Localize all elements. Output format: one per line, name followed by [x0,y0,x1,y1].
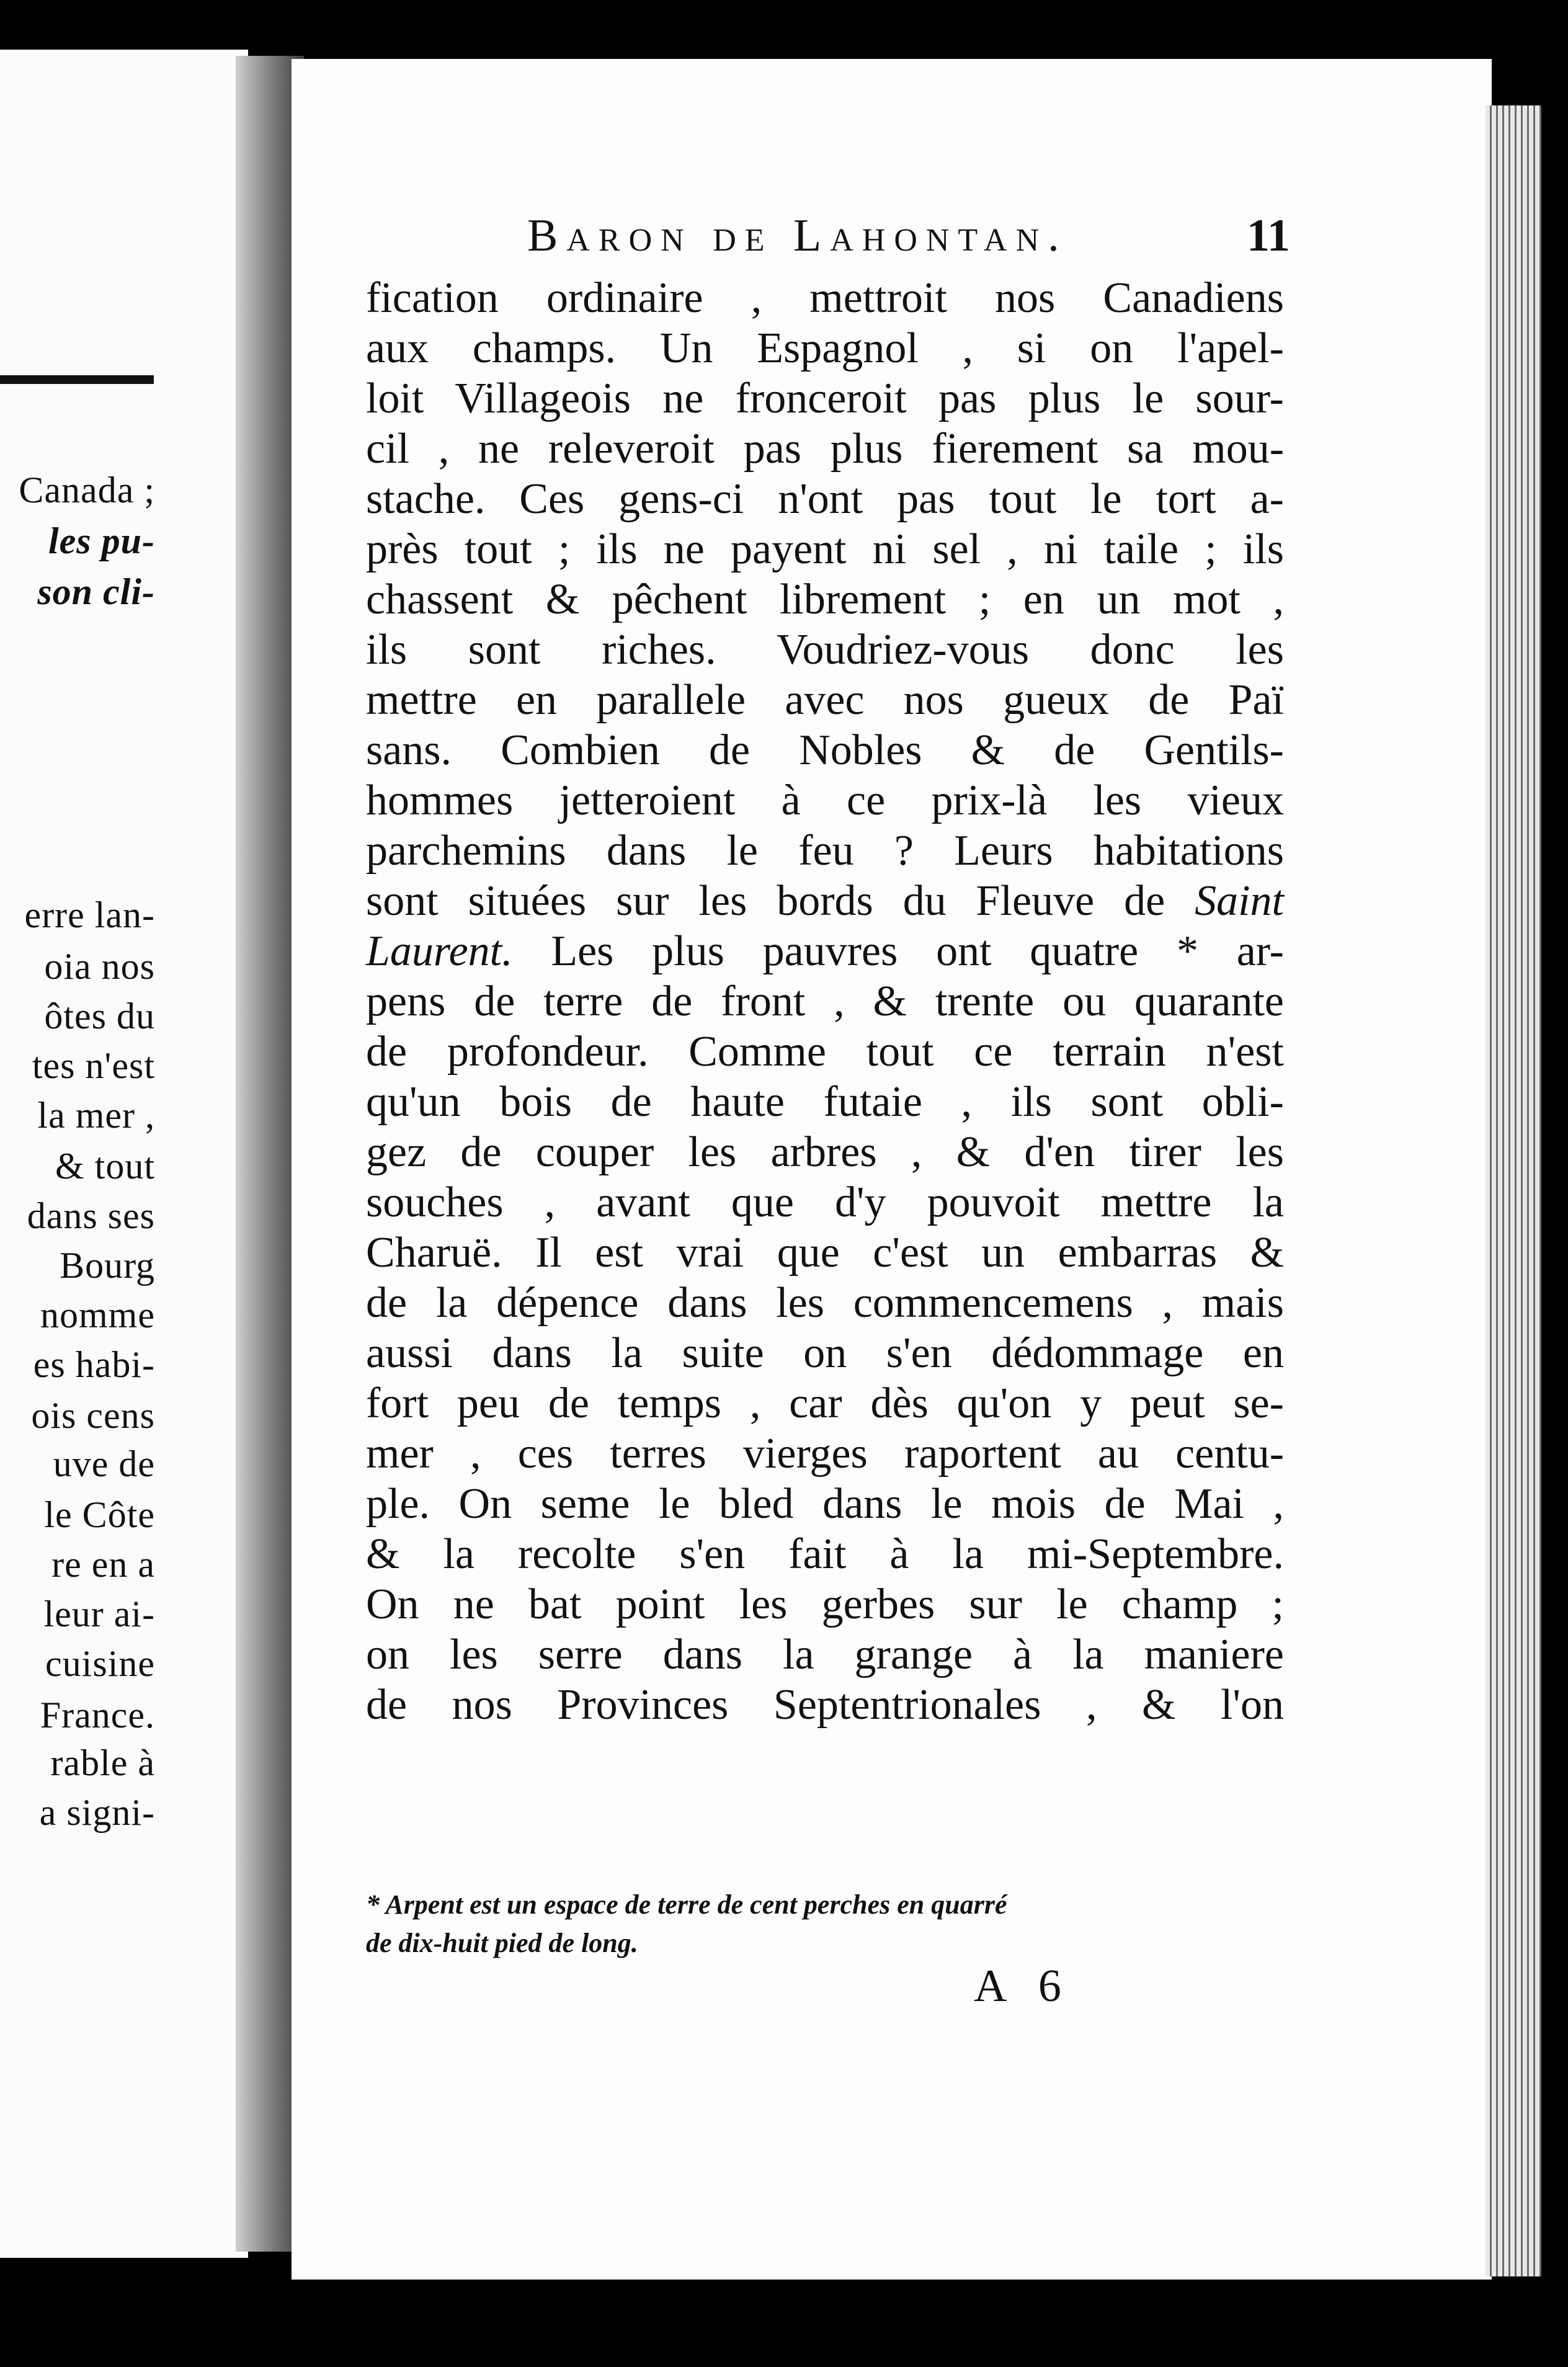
text-line: cil , ne releveroit pas plus fierement sa mou- [366,425,1284,473]
text-line: sans. Combien de Nobles & de Gentils- [366,726,1284,774]
text-line: mer , ces terres vierges raportent au centu- [366,1430,1284,1478]
text-line: Charuë. Il est vrai que c'est un embarras & [366,1229,1284,1277]
text-line: on les serre dans la grange à la maniere [366,1631,1284,1678]
text-line: On ne bat point les gerbes sur le champ ; [366,1580,1284,1628]
left-page-fragment: oia nos [44,946,155,987]
text-line-saint [366,876,1284,926]
left-page-fragment: nomme [40,1295,155,1335]
text-line: mettre en parallele avec nos gueux de Paï [366,676,1284,724]
text-line: parchemins dans le feu ? Leurs habitations [366,827,1284,875]
text-line-laurent [366,926,1284,976]
text-line-laurent-rest: Les plus pauvres ont quatre * ar- [512,927,1284,975]
text-line: hommes jetteroient à ce prix-là les vieux [366,777,1284,824]
facing-left-page [0,50,248,2258]
left-page-fragment: uve de [53,1443,155,1484]
text-line: souches , avant que d'y pouvoit mettre la [366,1179,1284,1226]
footnote-line: * Arpent est un espace de terre de cent perches en quarré [366,1889,1007,1920]
left-page-fragment: dans ses [27,1195,155,1236]
italic-laurent: Laurent. [366,927,513,975]
left-page-fragment: Canada ; [19,470,155,510]
left-page-fragment: le Côte [44,1494,155,1535]
left-page-fragment: rable à [50,1742,155,1783]
text-line-saint-lead: sont situées sur les bords du Fleuve de [366,877,1195,925]
text-line: ple. On seme le bled dans le mois de Mai , [366,1480,1284,1528]
left-page-fragment: re en a [51,1544,155,1585]
left-page-fragment: France. [40,1695,155,1736]
text-line: loit Villageois ne fronceroit pas plus le sour- [366,375,1284,422]
text-line: de nos Provinces Septentrionales , & l'on [366,1681,1284,1729]
text-line: pens de terre de front , & trente ou quarante [366,978,1284,1025]
page-number: 11 [1247,210,1290,261]
left-page-fragment: les pu- [48,520,155,561]
text-line: aussi dans la suite on s'en dédommage en [366,1329,1284,1377]
left-page-fragment: son cli- [37,571,155,612]
left-page-fragment: ois cens [31,1395,155,1436]
left-page-fragment: ôtes du [44,996,155,1036]
text-line: stache. Ces gens-ci n'ont pas tout le tort a- [366,475,1284,523]
text-line: gez de couper les arbres , & d'en tirer les [366,1128,1284,1176]
running-head [0,205,1568,267]
text-line: qu'un bois de haute futaie , ils sont obli- [366,1078,1284,1126]
text-line: fort peu de temps , car dès qu'on y peut se- [366,1380,1284,1427]
text-line: aux champs. Un Espagnol , si on l'apel- [366,324,1284,372]
left-page-fragment: es habi- [33,1344,155,1385]
left-page-fragment: a signi- [39,1792,155,1833]
text-line: de profondeur. Comme tout ce terrain n'est [366,1028,1284,1076]
left-page-fragment: & tout [55,1146,155,1187]
left-page-fragment: la mer , [37,1095,155,1136]
footnote [366,1886,1272,1963]
footnote-line: de dix-huit pied de long. [366,1928,638,1958]
section-rule [0,375,154,384]
signature-mark: A 6 [974,1961,1072,2012]
italic-saint: Saint [1195,877,1284,925]
page-block-edge [1486,105,1541,2276]
body-text [366,273,1284,1730]
text-line: & la recolte s'en fait à la mi-Septembre. [366,1530,1284,1578]
left-page-fragment: tes n'est [32,1045,155,1086]
running-head-title: Baron de Lahontan. [527,210,1068,261]
text-line: ils sont riches. Voudriez-vous donc les [366,626,1284,674]
text-line: près tout ; ils ne payent ni sel , ni taile ; ils [366,525,1284,573]
text-line: de la dépence dans les commencemens , mais [366,1279,1284,1327]
left-page-fragment: erre lan- [24,894,155,935]
text-line: chassent & pêchent librement ; en un mot , [366,576,1284,623]
text-line: fication ordinaire , mettroit nos Canadiens [366,274,1284,322]
left-page-fragment: leur ai- [43,1594,155,1634]
left-page-fragment: cuisine [45,1643,155,1684]
left-page-fragment: Bourg [60,1245,155,1286]
